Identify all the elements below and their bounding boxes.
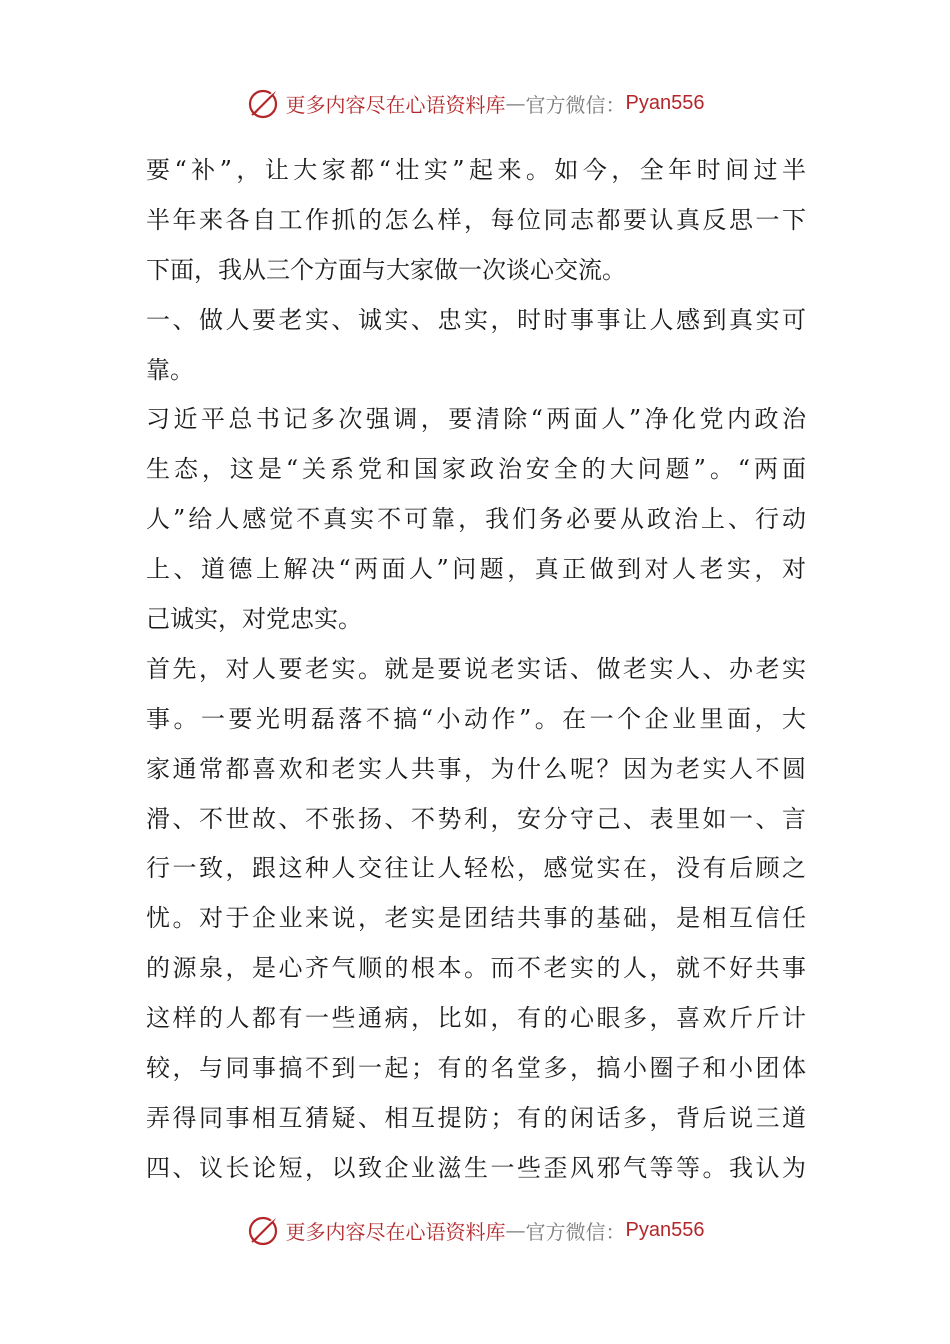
header-contact-id: Pyan556 bbox=[625, 91, 705, 114]
footer-contact-label: 官方微信： bbox=[525, 1219, 626, 1244]
body-line: 首先，对人要老实。就是要说老实话、做老实人、办老实 bbox=[146, 654, 806, 683]
body-line: 四、议长论短，以致企业滋生一些歪风邪气等等。我认为 bbox=[146, 1153, 806, 1182]
body-line: 这样的人都有一些通病，比如，有的心眼多，喜欢斤斤计 bbox=[146, 1004, 806, 1033]
body-line: 较，与同事搞不到一起；有的名堂多，搞小圈子和小团体 bbox=[146, 1054, 806, 1083]
body-line: 滑、不世故、不张扬、不势利，安分守己、表里如一、言 bbox=[146, 804, 806, 833]
body-line: 人”给人感觉不真实不可靠，我们务必要从政治上、行动 bbox=[146, 505, 806, 534]
section-heading-line: 一、做人要老实、诚实、忠实，时时事事让人感到真实可 bbox=[146, 305, 806, 334]
body-line: 家通常都喜欢和老实人共事，为什么呢？因为老实人不圆 bbox=[146, 754, 806, 783]
body-line: 行一致，跟这种人交往让人轻松，感觉实在，没有后顾之 bbox=[146, 854, 806, 883]
body-line: 半年来各自工作抓的怎么样，每位同志都要认真反思一下 bbox=[146, 205, 806, 234]
footer-contact-id: Pyan556 bbox=[625, 1218, 705, 1241]
body-line: 事。一要光明磊落不搞“小动作”。在一个企业里面，大 bbox=[146, 704, 806, 733]
header-contact-label: 官方微信： bbox=[525, 92, 626, 117]
quill-logo-icon bbox=[246, 1212, 282, 1248]
header-brand: 更多内容尽在心语资料库 bbox=[285, 92, 506, 117]
body-line: 上、道德上解决“两面人”问题，真正做到对人老实，对 bbox=[146, 555, 806, 584]
footer-banner bbox=[0, 1210, 950, 1250]
body-line: 生态，这是“关系党和国家政治安全的大问题”。“两面 bbox=[146, 455, 806, 484]
body-line: 的源泉，是心齐气顺的根本。而不老实的人，就不好共事 bbox=[146, 954, 806, 983]
body-line: 弄得同事相互猜疑、相互提防；有的闲话多，背后说三道 bbox=[146, 1103, 806, 1132]
quill-logo-icon bbox=[246, 85, 282, 121]
body-line: 要“补”，让大家都“壮实”起来。如今，全年时间过半 bbox=[146, 156, 806, 184]
header-banner bbox=[0, 83, 950, 123]
section-heading-line: 靠。 bbox=[146, 355, 194, 384]
body-line: 习近平总书记多次强调，要清除“两面人”净化党内政治 bbox=[146, 405, 806, 434]
body-line: 下面，我从三个方面与大家做一次谈心交流。 bbox=[146, 255, 626, 284]
document-body bbox=[146, 146, 806, 1194]
footer-brand: 更多内容尽在心语资料库 bbox=[285, 1219, 506, 1244]
footer-dash: — bbox=[505, 1218, 526, 1242]
body-line: 己诚实，对党忠实。 bbox=[146, 605, 362, 634]
body-line: 忧。对于企业来说，老实是团结共事的基础，是相互信任 bbox=[146, 904, 806, 933]
header-dash: — bbox=[505, 91, 526, 115]
